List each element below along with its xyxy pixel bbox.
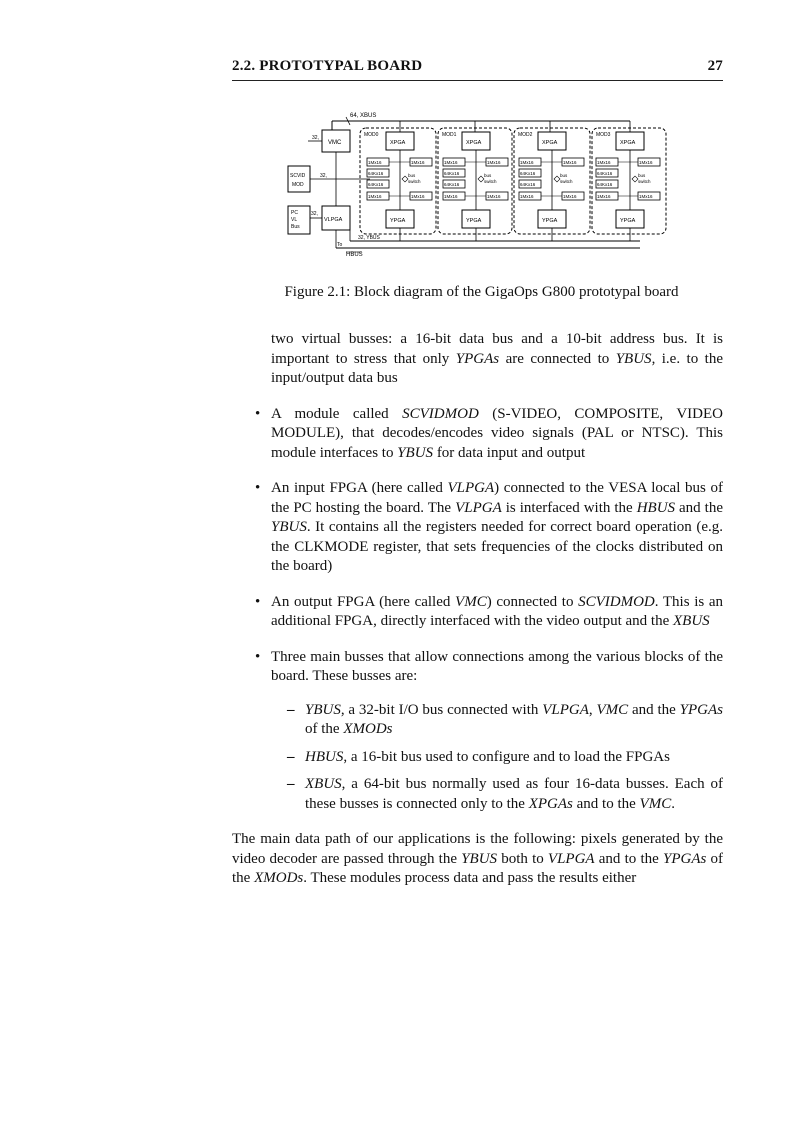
mod2-switch-1: bus [560, 173, 568, 178]
bullet-busses-text: Three main busses that allow connections among the various blocks of the board. These busses are: [271, 648, 723, 684]
italic-term: VLPGA [542, 701, 589, 718]
mod3-mem-5: 1Mx16 [639, 160, 653, 165]
mod2-mem-4: 1Mx16 [520, 194, 534, 199]
sub-bullet-xbus: – XBUS, a 64-bit bus normally used as four 16-data busses. Each of these busses is connected only to the XPGAs and to the VMC. [305, 775, 723, 814]
mod2-xpga-label: XPGA [542, 140, 558, 146]
mod0-mem-3: 64Kx16 [368, 182, 384, 187]
mod3-switch-2: switch [638, 179, 651, 184]
mod0-mem-5: 1Mx16 [411, 160, 425, 165]
scvid-width-label: 32, [320, 173, 327, 179]
bullet-vlpga: • An input FPGA (here called VLPGA) connected to the VESA local bus of the PC hosting the board. The VLPGA is interfaced with the HBUS and the YBUS. It contains all the registers needed for correct board operation (e.g. the CLKMODE register, that sets frequencies of the clocks distributed on the board) [271, 479, 723, 577]
mod0-mem-1: 1Mx16 [368, 160, 382, 165]
mod2-mem-3: 64Kx16 [520, 182, 536, 187]
mod3-switch-1: bus [638, 173, 646, 178]
mod0-block [360, 128, 436, 241]
scvid-label: SCVID [290, 173, 306, 179]
mod1-switch-2: switch [484, 179, 497, 184]
mod1-xpga-label: XPGA [466, 140, 482, 146]
mod0-mem-2: 64Kx16 [368, 171, 384, 176]
bullet-scvidmod: • A module called SCVIDMOD (S-VIDEO, COMPOSITE, VIDEO MODULE), that decodes/encodes video signals (PAL or NTSC). This module interfaces to YBUS for data input and output [271, 405, 723, 464]
continuation-paragraph: two virtual busses: a 16-bit data bus and a 10-bit address bus. It is important to stress that only YPGAs are connected to YBUS, i.e. to the input/output data bus [271, 331, 723, 386]
block-diagram [280, 106, 670, 262]
mod2-mem-5: 1Mx16 [563, 160, 577, 165]
pc-width-label: 32, [311, 211, 318, 217]
section-title: 2.2. PROTOTYPAL BOARD [232, 58, 423, 74]
italic-term: XMODs [254, 870, 304, 886]
mod1-switch-1: bus [484, 173, 492, 178]
mod1-mem-4: 1Mx16 [444, 194, 458, 199]
running-head [232, 56, 723, 81]
vl-label: VL [291, 217, 298, 223]
vmc-width-label: 32, [312, 135, 319, 141]
italic-term: YBUS [461, 850, 498, 867]
italic-term: YPGAs [679, 701, 724, 718]
mod0-mem-6: 1Mx16 [411, 194, 425, 199]
mod1-mem-1: 1Mx16 [444, 160, 458, 165]
mod0-switch-2: switch [408, 179, 421, 184]
sub-bullet-hbus: – HBUS, a 16-bit bus used to configure and to load the FPGAs [305, 748, 723, 768]
italic-term: HBUS [305, 748, 344, 765]
body-text [232, 330, 723, 889]
ybus-label: 32, YBUS [358, 235, 380, 241]
mod0-xpga-label: XPGA [390, 140, 406, 146]
vmc-label: VMC [328, 140, 342, 146]
italic-term: VLPGA [547, 850, 595, 867]
bus-label: Bus [291, 224, 300, 230]
mod3-mem-2: 64Kx16 [597, 171, 613, 176]
mod0-ypga-label: YPGA [390, 218, 406, 224]
mod2-ypga-label: YPGA [542, 218, 558, 224]
mod2-mem-6: 1Mx16 [563, 194, 577, 199]
mod1-mem-2: 64Kx16 [444, 171, 460, 176]
mod2-mem-1: 1Mx16 [520, 160, 534, 165]
sub-bullet-ybus: – YBUS, a 32-bit I/O bus connected with VLPGA, VMC and the YPGAs of the XMODs [305, 701, 723, 740]
italic-term: YBUS [305, 701, 341, 718]
italic-term: XMODs [343, 721, 393, 737]
italic-term: XBUS [305, 776, 342, 792]
mod3-mem-3: 64Kx16 [597, 182, 613, 187]
mod2-block [514, 128, 590, 241]
italic-term: VMC [639, 795, 672, 812]
mod2-mem-2: 64Kx16 [520, 171, 536, 176]
vlpga-label: VLPGA [324, 217, 343, 223]
italic-term: SCVIDMOD [578, 593, 655, 610]
mod0-switch-1: bus [408, 173, 416, 178]
mod0-label: MOD0 [364, 132, 379, 138]
italic-term: XBUS [673, 613, 710, 629]
mod2-switch-2: switch [560, 179, 573, 184]
mod3-xpga-label: XPGA [620, 140, 636, 146]
main-data-path-paragraph: The main data path of our applications is the following: pixels generated by the video decoder are passed through the YBUS both to VLPGA and to the YPGAs of the XMODs. These modules process data and pass the results either [232, 831, 724, 886]
bullet-list [232, 405, 723, 815]
italic-term: VLPGA [455, 499, 502, 516]
mod3-block [592, 128, 666, 241]
italic-term: SCVIDMOD [402, 405, 479, 422]
to-label: To [337, 242, 343, 248]
mod3-label: MOD3 [596, 132, 611, 138]
mod1-label: MOD1 [442, 132, 457, 138]
mod1-ypga-label: YPGA [466, 218, 482, 224]
hbus-label: HBUS [346, 252, 363, 258]
pc-label: PC [291, 210, 298, 216]
mod1-mem-3: 64Kx16 [444, 182, 460, 187]
italic-term: VLPGA [447, 480, 495, 496]
mod3-ypga-label: YPGA [620, 218, 636, 224]
bullet-busses [271, 648, 723, 815]
mod1-block [438, 128, 512, 241]
mod3-mem-1: 1Mx16 [597, 160, 611, 165]
italic-term: YBUS [615, 350, 652, 367]
bullet-vmc: • An output FPGA (here called VMC) connected to SCVIDMOD. This is an additional FPGA, directly interfaced with the video output and the XBUS [271, 593, 723, 632]
italic-term: YBUS [397, 444, 434, 461]
block-diagram-figure [280, 106, 670, 262]
figure-caption: Figure 2.1: Block diagram of the GigaOps G800 prototypal board [284, 284, 679, 300]
mod1-mem-6: 1Mx16 [487, 194, 501, 199]
xbus-label: 64, XBUS [350, 113, 377, 119]
italic-term: VMC [596, 701, 629, 718]
sub-bullet-list [271, 701, 723, 815]
italic-term: YPGAs [455, 350, 500, 367]
italic-term: XPGAs [528, 795, 573, 812]
mod1-mem-5: 1Mx16 [487, 160, 501, 165]
italic-term: VMC [455, 593, 487, 610]
mod3-mem-4: 1Mx16 [597, 194, 611, 199]
mod0-mem-4: 1Mx16 [368, 194, 382, 199]
italic-term: YBUS [271, 519, 307, 535]
mod3-mem-6: 1Mx16 [639, 194, 653, 199]
mod2-label: MOD2 [518, 132, 533, 138]
mod-label: MOD [292, 182, 304, 188]
italic-term: YPGAs [662, 850, 707, 867]
italic-term: HBUS [636, 499, 676, 516]
page-number: 27 [707, 58, 723, 74]
scvidmod-block [288, 166, 310, 192]
